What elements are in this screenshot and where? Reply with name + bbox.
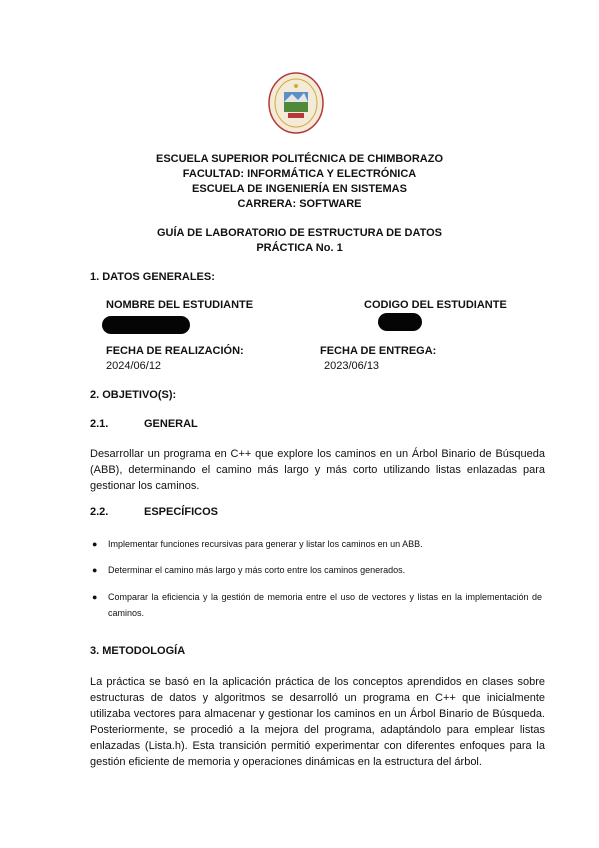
redacted-student-name xyxy=(102,316,190,334)
metodologia-text: La práctica se basó en la aplicación práctica de los conceptos aprendidos en clases sobre estructuras de datos y algoritmos se desarrolló un programa en C++ que inicialmente utilizaba vectores para almacenar y gestionar los caminos en un Árbol Binario de Búsqueda. Posteriormente, se procedió a la mejora del programa, adaptándolo para emplear listas enlazadas (Lista.h). Esta transición permitió experimentar con diferentes enfoques para la gestión eficiente de memoria y operaciones dinámicas en la estructura del árbol. xyxy=(90,676,545,768)
section-datos-generales: 1. DATOS GENERALES: xyxy=(90,271,215,283)
subsection-general-title: GENERAL xyxy=(144,418,198,430)
header-line-faculty: FACULTAD: INFORMÁTICA Y ELECTRÓNICA xyxy=(182,168,417,180)
header-line-career: CARRERA: SOFTWARE xyxy=(237,198,362,210)
subsection-especificos-title: ESPECÍFICOS xyxy=(144,506,218,518)
list-item-text: Comparar la eficiencia y la gestión de memoria entre el uso de vectores y listas en la implementación de caminos. xyxy=(108,592,542,618)
section-objetivos: 2. OBJETIVO(S): xyxy=(90,389,177,401)
fecha-entrega-value: 2023/06/13 xyxy=(324,360,380,372)
bullet-icon: ● xyxy=(92,592,98,602)
list-item xyxy=(92,562,542,578)
list-item xyxy=(92,536,542,552)
fecha-realizacion-label: FECHA DE REALIZACIÓN: xyxy=(106,345,244,357)
bullet-icon: ● xyxy=(92,565,98,575)
institution-seal xyxy=(268,72,324,134)
header-line-school: ESCUELA DE INGENIERÍA EN SISTEMAS xyxy=(192,183,407,195)
student-name-label: NOMBRE DEL ESTUDIANTE xyxy=(106,299,254,311)
section-metodologia: 3. METODOLOGÍA xyxy=(90,645,186,657)
practice-number: PRÁCTICA No. 1 xyxy=(256,242,343,254)
general-objective-text: Desarrollar un programa en C++ que explore los caminos en un Árbol Binario de Búsqueda (ABB), determinando el camino más largo y más corto utilizando listas enlazadas para gestionar los caminos. xyxy=(90,448,545,492)
redacted-student-code xyxy=(378,313,422,331)
fecha-entrega-label: FECHA DE ENTREGA: xyxy=(320,345,437,357)
list-item-text: Determinar el camino más largo y más corto entre los caminos generados. xyxy=(108,565,406,575)
header-line-university: ESCUELA SUPERIOR POLITÉCNICA DE CHIMBORAZO xyxy=(155,153,444,165)
guide-title: GUÍA DE LABORATORIO DE ESTRUCTURA DE DATOS xyxy=(157,227,442,239)
fecha-realizacion-value: 2024/06/12 xyxy=(106,360,162,372)
list-item xyxy=(92,589,542,621)
bullet-icon: ● xyxy=(92,539,98,549)
subsection-general-number: 2.1. xyxy=(90,418,109,430)
student-code-label: CODIGO DEL ESTUDIANTE xyxy=(364,299,507,311)
list-item-text: Implementar funciones recursivas para generar y listar los caminos en un ABB. xyxy=(108,539,423,549)
subsection-especificos-number: 2.2. xyxy=(90,506,109,518)
